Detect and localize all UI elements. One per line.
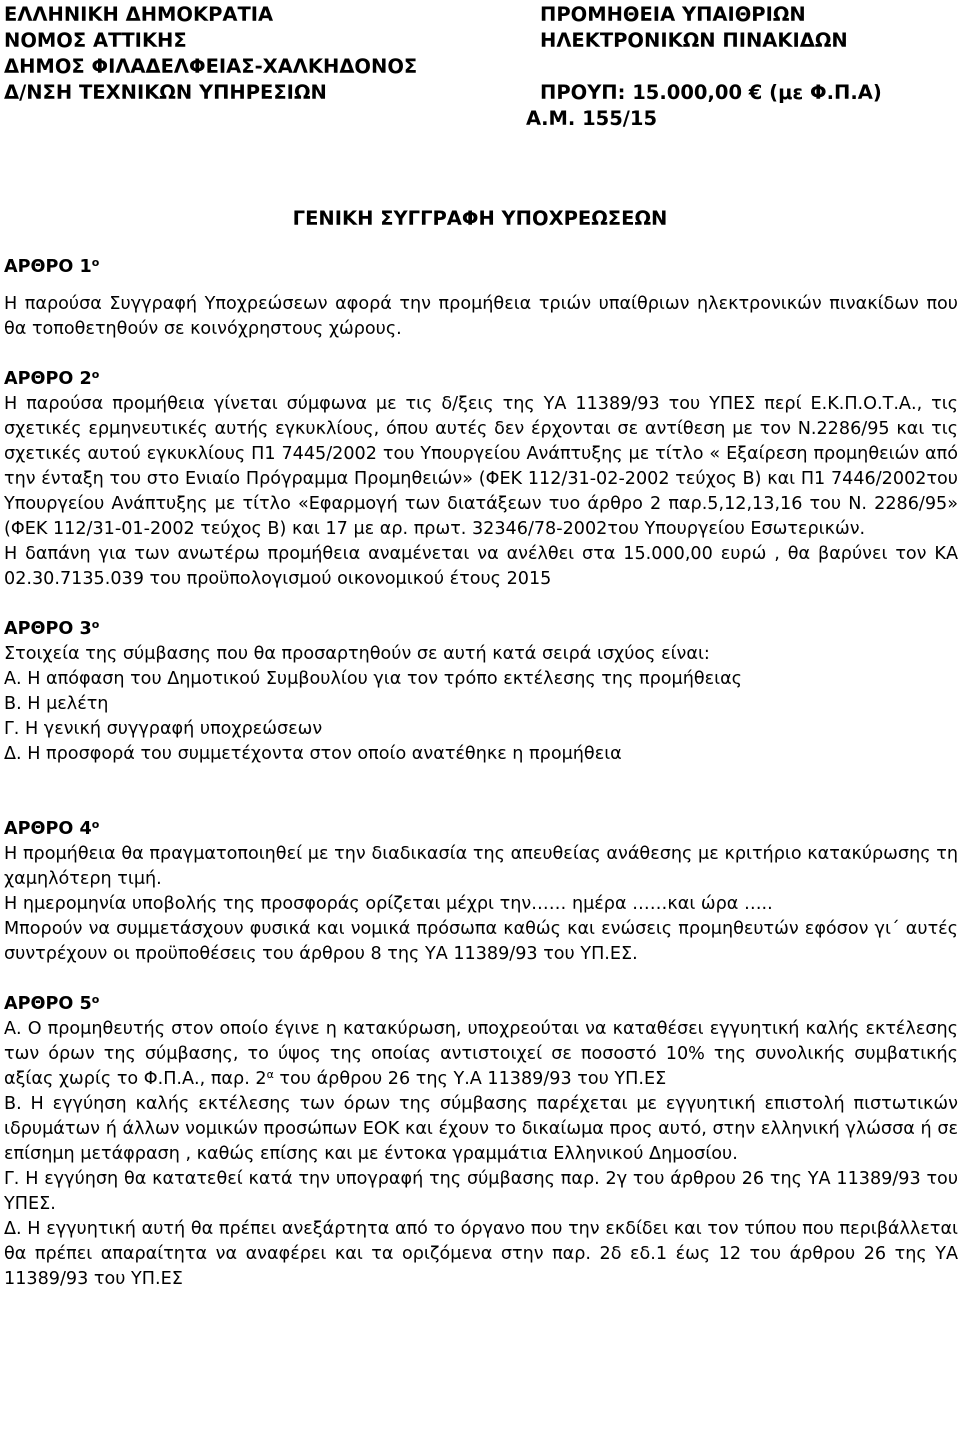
article-1-heading: ΑΡΘΡΟ $1^o$ [4, 256, 100, 277]
article-2-text: Η παρούσα προμήθεια γίνεται σύμφωνα με τις δ/ξεις της ΥΑ 11389/93 του ΥΠΕΣ περί Ε.Κ.Π.Ο.Τ.Α., τις σχετικές ερμηνευτικές αυτής εγκυκλίους, όπου αυτές δεν έρχονται σε αντίθεση με τον Ν.2286/95 και τις σχετικές αυτού εγκυκλίους Π1 7445/2002 του Υπουργείου Ανάπτυξης με τίτλο « Εξαίρεση προμηθειών από την ένταξη του στο Ενιαίο Πρόγραμμα Προμηθειών» (ΦΕΚ 112/31-02-2002 τεύχος Β) και Π1 7446/2002του Υπουργείου Ανάπτυξης με τίτλο «Εφαρμογή των διατάξεων τυο άρθρο 2 παρ.5,12,13,16 του Ν. 2286/95» (ΦΕΚ 112/31-01-2002 τεύχος Β) και 17 με αρ. πρωτ. 32346/78-2002του Υπουργείου Εσωτερικών. [4, 394, 958, 539]
article-3-heading: ΑΡΘΡΟ $3^o$ [4, 618, 100, 639]
article-4-heading: ΑΡΘΡΟ $4^o$ [4, 818, 100, 839]
article-2-budget-text: Η δαπάνη για των ανωτέρω προμήθεια αναμένεται να ανέλθει στα 15.000,00 ευρώ , θα βαρύνει τον ΚΑ 02.30.7135.039 του προϋπολογισμού οικονομικού έτους 2015 [4, 544, 958, 589]
list-item: Β. Η μελέτη [4, 694, 109, 714]
article-3-intro: Στοιχεία της σύμβασης που θα προσαρτηθούν σε αυτή κατά σειρά ισχύος είναι: [4, 644, 710, 664]
document-title: ΓΕΝΙΚΗ ΣΥΓΓΡΑΦΗ ΥΠΟΧΡΕΩΣΕΩΝ [292, 207, 668, 230]
article-4-eligibility: Μπορούν να συμμετάσχουν φυσικά και νομικά πρόσωπα καθώς και ενώσεις προμηθευτών εφόσον γι΄ αυτές συντρέχουν οι προϋποθέσεις του άρθρου 8 της ΥΑ 11389/93 του ΥΠ.ΕΣ. [4, 919, 958, 964]
list-item: Δ. Η προσφορά του συμμετέχοντα στον οποίο ανατέθηκε η προμήθεια [4, 744, 622, 764]
project-line: ΗΛΕΚΤΡΟΝΙΚΩΝ ΠΙΝΑΚΙΔΩΝ [540, 29, 848, 52]
article-5-para-a: Α. Ο προμηθευτής στον οποίο έγινε η κατακύρωση, υποχρεούται να καταθέσει εγγυητική καλής εκτέλεσης των όρων της σύμβασης, το ύψος της οποίας αντιστοιχεί σε ποσοστό 10% της συνολικής συμβατικής αξίας χωρίς το Φ.Π.Α., παρ. $2^\alpha$ του άρθρου 26 της Υ.Α 11389/93 του ΥΠ.ΕΣ [4, 1019, 958, 1089]
issuer-line: ΕΛΛΗΝΙΚΗ ΔΗΜΟΚΡΑΤΙΑ [4, 3, 274, 26]
issuer-line: ΝΟΜΟΣ ΑΤΤΙΚΗΣ [4, 29, 187, 52]
project-line: ΠΡΟΜΗΘΕΙΑ ΥΠΑΙΘΡΙΩΝ [540, 3, 806, 26]
project-ref-number: Α.Μ. 155/15 [526, 107, 658, 130]
issuer-line: Δ/ΝΣΗ ΤΕΧΝΙΚΩΝ ΥΠΗΡΕΣΙΩΝ [4, 81, 327, 104]
project-block [526, 2, 882, 132]
article-5-para-b: Β. Η εγγύηση καλής εκτέλεσης των όρων της σύμβασης παρέχεται με εγγυητική επιστολή πιστωτικών ιδρυμάτων ή άλλων νομικών προσώπων ΕΟΚ και έχουν το δικαίωμα προς αυτό, στην ελληνική γλώσσα ή σε επίσημη μετάφραση , καθώς επίσης και με έντοκα γραμμάτια Ελληνικού Δημοσίου. [4, 1094, 958, 1164]
document-body [4, 255, 958, 1292]
issuer-block [4, 2, 417, 106]
article-4-deadline: Η ημερομηνία υποβολής της προσφοράς ορίζεται μέχρι την…… ημέρα ……και ώρα ….. [4, 894, 773, 914]
list-item: Γ. Η γενική συγγραφή υποχρεώσεων [4, 719, 323, 739]
project-budget: ΠΡΟΥΠ: 15.000,00 € (με Φ.Π.Α) [540, 81, 882, 104]
issuer-line: ΔΗΜΟΣ ΦΙΛΑΔΕΛΦΕΙΑΣ-ΧΑΛΚΗΔΟΝΟΣ [4, 55, 418, 78]
article-1-text: Η παρούσα Συγγραφή Υποχρεώσεων αφορά την προμήθεια τριών υπαίθριων ηλεκτρονικών πινακίδων που θα τοποθετηθούν σε κοινόχρηστους χώρους. [4, 294, 958, 339]
article-5-heading: ΑΡΘΡΟ $5^o$ [4, 993, 100, 1014]
article-2-heading: ΑΡΘΡΟ $2^o$ [4, 368, 100, 389]
list-item: Α. Η απόφαση του Δημοτικού Συμβουλίου για τον τρόπο εκτέλεσης της προμήθειας [4, 669, 742, 689]
article-5-para-c: Γ. Η εγγύηση θα κατατεθεί κατά την υπογραφή της σύμβασης παρ. 2γ του άρθρου 26 της ΥΑ 11389/93 του ΥΠΕΣ. [4, 1169, 958, 1214]
article-5-para-d: Δ. Η εγγυητική αυτή θα πρέπει ανεξάρτητα από το όργανο που την εκδίδει και τον τύπου που περιβάλλεται θα πρέπει απαραίτητα να αναφέρει και τα οριζόμενα στην παρ. 2δ εδ.1 έως 12 του άρθρου 26 της ΥΑ 11389/93 του ΥΠ.ΕΣ [4, 1219, 958, 1289]
article-4-text: Η προμήθεια θα πραγματοποιηθεί με την διαδικασία της απευθείας ανάθεσης με κριτήριο κατακύρωσης τη χαμηλότερη τιμή. [4, 844, 958, 889]
